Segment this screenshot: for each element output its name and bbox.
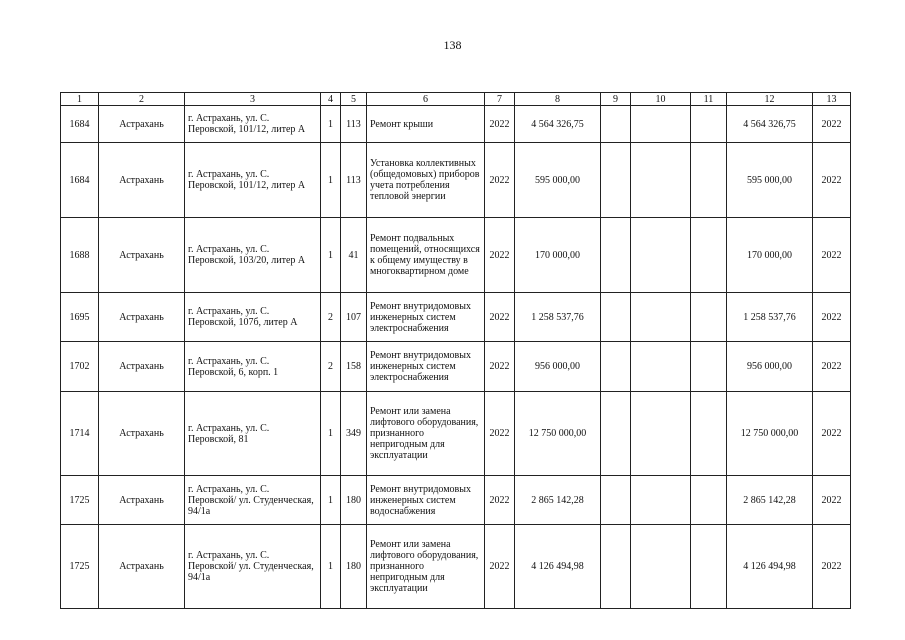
cell-year-end: 2022 (813, 106, 851, 143)
cell-id: 1695 (61, 293, 99, 342)
cell-amount-total: 4 564 326,75 (727, 106, 813, 143)
cell-col5: 41 (341, 218, 367, 293)
cell-amount-total: 2 865 142,28 (727, 476, 813, 525)
cell-year-end: 2022 (813, 143, 851, 218)
cell-col9 (601, 293, 631, 342)
cell-amount-total: 12 750 000,00 (727, 392, 813, 476)
cell-work-type: Установка коллективных (общедомовых) приборов учета потребления тепловой энергии (367, 143, 485, 218)
header-row (61, 93, 851, 106)
cell-city: Астрахань (99, 293, 185, 342)
cell-col10 (631, 218, 691, 293)
cell-col5: 349 (341, 392, 367, 476)
cell-address: г. Астрахань, ул. С. Перовской, 107б, литер А (185, 293, 321, 342)
cell-col11 (691, 106, 727, 143)
header-cell: 4 (321, 93, 341, 106)
cell-year-end: 2022 (813, 476, 851, 525)
cell-year: 2022 (485, 293, 515, 342)
cell-col5: 180 (341, 476, 367, 525)
cell-col4: 2 (321, 342, 341, 392)
table-row (61, 342, 851, 392)
cell-city: Астрахань (99, 476, 185, 525)
cell-col10 (631, 476, 691, 525)
cell-col10 (631, 342, 691, 392)
cell-id: 1684 (61, 143, 99, 218)
cell-col11 (691, 525, 727, 609)
cell-work-type: Ремонт или замена лифтового оборудования, признанного непригодным для эксплуатации (367, 392, 485, 476)
cell-work-type: Ремонт подвальных помещений, относящихся к общему имуществу в многоквартирном доме (367, 218, 485, 293)
cell-col4: 1 (321, 476, 341, 525)
cell-amount: 12 750 000,00 (515, 392, 601, 476)
header-cell: 13 (813, 93, 851, 106)
header-cell: 1 (61, 93, 99, 106)
table-row (61, 143, 851, 218)
cell-year-end: 2022 (813, 392, 851, 476)
header-cell: 6 (367, 93, 485, 106)
table-row (61, 218, 851, 293)
cell-work-type: Ремонт внутридомовых инженерных систем водоснабжения (367, 476, 485, 525)
cell-id: 1688 (61, 218, 99, 293)
cell-year: 2022 (485, 106, 515, 143)
cell-col10 (631, 392, 691, 476)
cell-amount-total: 170 000,00 (727, 218, 813, 293)
registry-table (60, 92, 851, 609)
cell-col4: 2 (321, 293, 341, 342)
cell-amount-total: 956 000,00 (727, 342, 813, 392)
cell-id: 1725 (61, 476, 99, 525)
cell-city: Астрахань (99, 525, 185, 609)
cell-col4: 1 (321, 218, 341, 293)
cell-amount: 170 000,00 (515, 218, 601, 293)
cell-year-end: 2022 (813, 293, 851, 342)
cell-city: Астрахань (99, 342, 185, 392)
cell-col9 (601, 392, 631, 476)
cell-address: г. Астрахань, ул. С. Перовской/ ул. Студенческая, 94/1а (185, 525, 321, 609)
cell-id: 1684 (61, 106, 99, 143)
cell-amount: 4 564 326,75 (515, 106, 601, 143)
cell-amount: 2 865 142,28 (515, 476, 601, 525)
cell-work-type: Ремонт крыши (367, 106, 485, 143)
cell-work-type: Ремонт внутридомовых инженерных систем электроснабжения (367, 293, 485, 342)
header-cell: 10 (631, 93, 691, 106)
table-row (61, 525, 851, 609)
cell-year: 2022 (485, 392, 515, 476)
cell-col4: 1 (321, 392, 341, 476)
cell-year-end: 2022 (813, 218, 851, 293)
table-row (61, 293, 851, 342)
cell-col9 (601, 476, 631, 525)
cell-col9 (601, 106, 631, 143)
cell-col5: 158 (341, 342, 367, 392)
cell-col4: 1 (321, 106, 341, 143)
cell-col5: 107 (341, 293, 367, 342)
cell-col4: 1 (321, 143, 341, 218)
cell-year-end: 2022 (813, 525, 851, 609)
cell-col11 (691, 392, 727, 476)
cell-amount-total: 1 258 537,76 (727, 293, 813, 342)
table-row (61, 106, 851, 143)
cell-col9 (601, 218, 631, 293)
table-row (61, 392, 851, 476)
cell-year: 2022 (485, 476, 515, 525)
page-number: 138 (443, 38, 462, 52)
cell-amount-total: 595 000,00 (727, 143, 813, 218)
cell-year-end: 2022 (813, 342, 851, 392)
cell-amount: 4 126 494,98 (515, 525, 601, 609)
cell-col5: 180 (341, 525, 367, 609)
table-row (61, 476, 851, 525)
cell-address: г. Астрахань, ул. С. Перовской, 101/12, литер А (185, 106, 321, 143)
cell-col10 (631, 106, 691, 143)
cell-address: г. Астрахань, ул. С. Перовской/ ул. Студенческая, 94/1а (185, 476, 321, 525)
cell-id: 1702 (61, 342, 99, 392)
header-cell: 8 (515, 93, 601, 106)
cell-year: 2022 (485, 525, 515, 609)
cell-address: г. Астрахань, ул. С. Перовской, 101/12, литер А (185, 143, 321, 218)
cell-col11 (691, 143, 727, 218)
header-cell: 5 (341, 93, 367, 106)
cell-col10 (631, 143, 691, 218)
cell-work-type: Ремонт внутридомовых инженерных систем электроснабжения (367, 342, 485, 392)
cell-id: 1714 (61, 392, 99, 476)
cell-amount-total: 4 126 494,98 (727, 525, 813, 609)
cell-col9 (601, 342, 631, 392)
cell-year: 2022 (485, 218, 515, 293)
cell-city: Астрахань (99, 143, 185, 218)
header-cell: 3 (185, 93, 321, 106)
cell-col11 (691, 218, 727, 293)
header-cell: 9 (601, 93, 631, 106)
cell-address: г. Астрахань, ул. С. Перовской, 81 (185, 392, 321, 476)
cell-city: Астрахань (99, 392, 185, 476)
cell-col10 (631, 525, 691, 609)
header-cell: 11 (691, 93, 727, 106)
cell-amount: 595 000,00 (515, 143, 601, 218)
cell-col5: 113 (341, 106, 367, 143)
cell-col9 (601, 143, 631, 218)
cell-city: Астрахань (99, 106, 185, 143)
cell-year: 2022 (485, 143, 515, 218)
cell-amount: 1 258 537,76 (515, 293, 601, 342)
cell-city: Астрахань (99, 218, 185, 293)
cell-amount: 956 000,00 (515, 342, 601, 392)
cell-address: г. Астрахань, ул. С. Перовской, 6, корп. 1 (185, 342, 321, 392)
header-cell: 12 (727, 93, 813, 106)
cell-work-type: Ремонт или замена лифтового оборудования, признанного непригодным для эксплуатации (367, 525, 485, 609)
header-cell: 7 (485, 93, 515, 106)
cell-col10 (631, 293, 691, 342)
header-cell: 2 (99, 93, 185, 106)
cell-col11 (691, 476, 727, 525)
cell-col9 (601, 525, 631, 609)
cell-col4: 1 (321, 525, 341, 609)
cell-year: 2022 (485, 342, 515, 392)
cell-address: г. Астрахань, ул. С. Перовской, 103/20, литер А (185, 218, 321, 293)
cell-col5: 113 (341, 143, 367, 218)
cell-col11 (691, 293, 727, 342)
cell-col11 (691, 342, 727, 392)
cell-id: 1725 (61, 525, 99, 609)
